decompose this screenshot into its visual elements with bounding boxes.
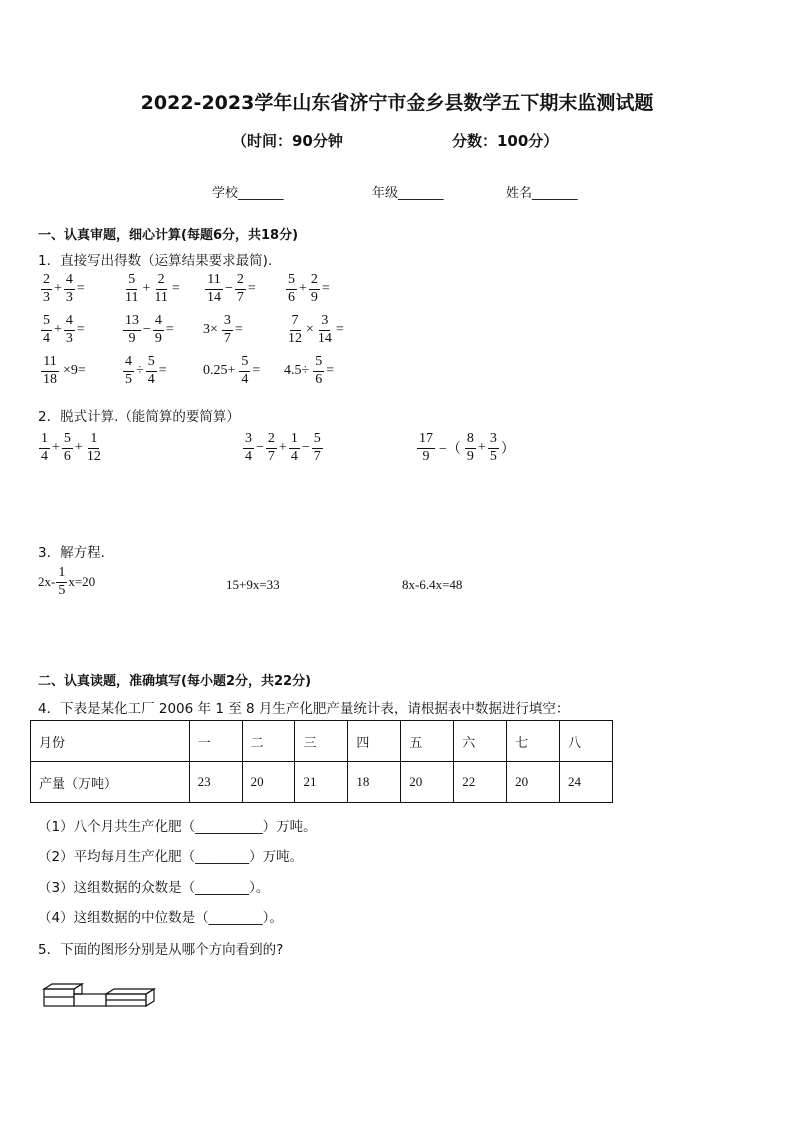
q1-item: $\frac{5}{4}$ + $\frac{4}{3}$ = bbox=[43, 313, 85, 346]
table-cell: 21 bbox=[295, 762, 348, 803]
table-cell: 八 bbox=[560, 721, 613, 762]
q1-item: $\frac{2}{3}$ + $\frac{4}{3}$ = bbox=[43, 272, 85, 305]
table-cell: 四 bbox=[348, 721, 401, 762]
q1-item: $\frac{7}{12}$ × $\frac{3}{14}$ = bbox=[288, 313, 344, 346]
table-cell: 20 bbox=[401, 762, 454, 803]
table-cell: 三 bbox=[295, 721, 348, 762]
q1-item: $\frac{11}{18}$ ×9= bbox=[43, 354, 86, 387]
fraction: $\frac{11}{18}$ bbox=[43, 354, 57, 387]
time-limit: （时间：90分钟 bbox=[232, 132, 343, 150]
q1-item: 3× $\frac{3}{7}$ = bbox=[203, 313, 243, 346]
fraction: $\frac{2}{7}$ bbox=[236, 272, 244, 305]
fraction: $\frac{2}{9}$ bbox=[310, 272, 318, 305]
sub-question-2: （2）平均每月生产化肥（________）万吨。 bbox=[38, 849, 304, 865]
production-table bbox=[30, 720, 613, 803]
fraction: $\frac{4}{3}$ bbox=[65, 272, 73, 305]
table-cell: 24 bbox=[560, 762, 613, 803]
fraction: $\frac{3}{7}$ bbox=[223, 313, 231, 346]
fraction: $\frac{7}{12}$ bbox=[288, 313, 302, 346]
q2-expression-1: $\frac{1}{4}$ + $\frac{5}{6}$ + $\frac{1}{12}$ bbox=[41, 431, 101, 464]
fraction: $\frac{2}{3}$ bbox=[43, 272, 50, 305]
page-title: 2022-2023学年山东省济宁市金乡县数学五下期末监测试题 bbox=[140, 92, 654, 114]
table-row bbox=[31, 762, 613, 803]
q2-expression-2: $\frac{3}{4}$ − $\frac{2}{7}$ + $\frac{1}{4}$ − $\frac{5}{7}$ bbox=[245, 431, 321, 464]
table-header-row bbox=[31, 721, 613, 762]
table-cell: 七 bbox=[507, 721, 560, 762]
question-2: 2．脱式计算.（能简算的要简算） bbox=[38, 409, 240, 425]
question-3: 3．解方程. bbox=[38, 545, 105, 561]
grade-field: 年级_______ bbox=[372, 186, 444, 201]
fraction: $\frac{5}{4}$ bbox=[241, 354, 249, 387]
total-score: 分数：100分） bbox=[452, 132, 559, 150]
section2-heading: 二、认真读题，准确填写(每小题2分，共22分) bbox=[38, 674, 312, 689]
sub-question-3: （3）这组数据的众数是（________）。 bbox=[38, 880, 270, 896]
q1-item: 0.25+ $\frac{5}{4}$ = bbox=[203, 354, 261, 387]
fraction: $\frac{3}{14}$ bbox=[317, 313, 332, 346]
fraction: $\frac{4}{5}$ bbox=[125, 354, 132, 387]
sub-question-4: （4）这组数据的中位数是（________）。 bbox=[38, 910, 283, 926]
question-4: 4．下表是某化工厂 2006 年 1 至 8 月生产化肥产量统计表，请根据表中数据进行填空： bbox=[38, 701, 570, 717]
table-cell: 23 bbox=[189, 762, 242, 803]
fraction: $\frac{4}{9}$ bbox=[154, 313, 162, 346]
q3-equation-2: 15+9x=33 bbox=[226, 577, 280, 592]
name-field: 姓名_______ bbox=[506, 186, 578, 201]
table-cell: 20 bbox=[242, 762, 295, 803]
cube-figure bbox=[40, 980, 160, 1012]
q1-item: $\frac{5}{11}$ + $\frac{2}{11}$ = bbox=[125, 272, 180, 305]
table-cell: 产量（万吨） bbox=[31, 762, 190, 803]
q1-item: 4.5÷ $\frac{5}{6}$ = bbox=[284, 354, 335, 387]
table-cell: 月份 bbox=[31, 721, 190, 762]
fraction: $\frac{5}{4}$ bbox=[147, 354, 155, 387]
fraction: $\frac{5}{6}$ bbox=[315, 354, 323, 387]
q1-item: $\frac{11}{14}$ − $\frac{2}{7}$ = bbox=[207, 272, 256, 305]
table-cell: 五 bbox=[401, 721, 454, 762]
question-5: 5．下面的图形分别是从哪个方向看到的? bbox=[38, 942, 284, 958]
q2-expression-3: $\frac{17}{9}$ −（ $\frac{8}{9}$ + $\frac{3}{5}$ ） bbox=[419, 431, 515, 464]
fraction: $\frac{5}{11}$ bbox=[125, 272, 139, 305]
q3-equation-1: 2x- $\frac{1}{5}$ x=20 bbox=[38, 565, 96, 598]
q1-item: $\frac{4}{5}$ ÷ $\frac{5}{4}$ = bbox=[125, 354, 167, 387]
fraction: $\frac{13}{9}$ bbox=[125, 313, 139, 346]
fraction: $\frac{4}{3}$ bbox=[65, 313, 73, 346]
sub-question-1: （1）八个月共生产化肥（__________）万吨。 bbox=[38, 819, 317, 835]
table-cell: 六 bbox=[454, 721, 507, 762]
table-cell: 22 bbox=[454, 762, 507, 803]
table-cell: 20 bbox=[507, 762, 560, 803]
table-cell: 18 bbox=[348, 762, 401, 803]
fraction: $\frac{5}{6}$ bbox=[288, 272, 295, 305]
school-field: 学校_______ bbox=[212, 186, 284, 201]
fraction: $\frac{2}{11}$ bbox=[154, 272, 168, 305]
table-cell: 一 bbox=[189, 721, 242, 762]
q1-item: $\frac{5}{6}$ + $\frac{2}{9}$ = bbox=[288, 272, 330, 305]
table-cell: 二 bbox=[242, 721, 295, 762]
fraction: $\frac{5}{4}$ bbox=[43, 313, 50, 346]
q3-equation-3: 8x-6.4x=48 bbox=[402, 577, 463, 592]
section1-heading: 一、认真审题，细心计算(每题6分，共18分) bbox=[38, 228, 299, 243]
q1-item: $\frac{13}{9}$ − $\frac{4}{9}$ = bbox=[125, 313, 174, 346]
question-1: 1．直接写出得数（运算结果要求最简). bbox=[38, 253, 273, 269]
fraction: $\frac{11}{14}$ bbox=[207, 272, 221, 305]
